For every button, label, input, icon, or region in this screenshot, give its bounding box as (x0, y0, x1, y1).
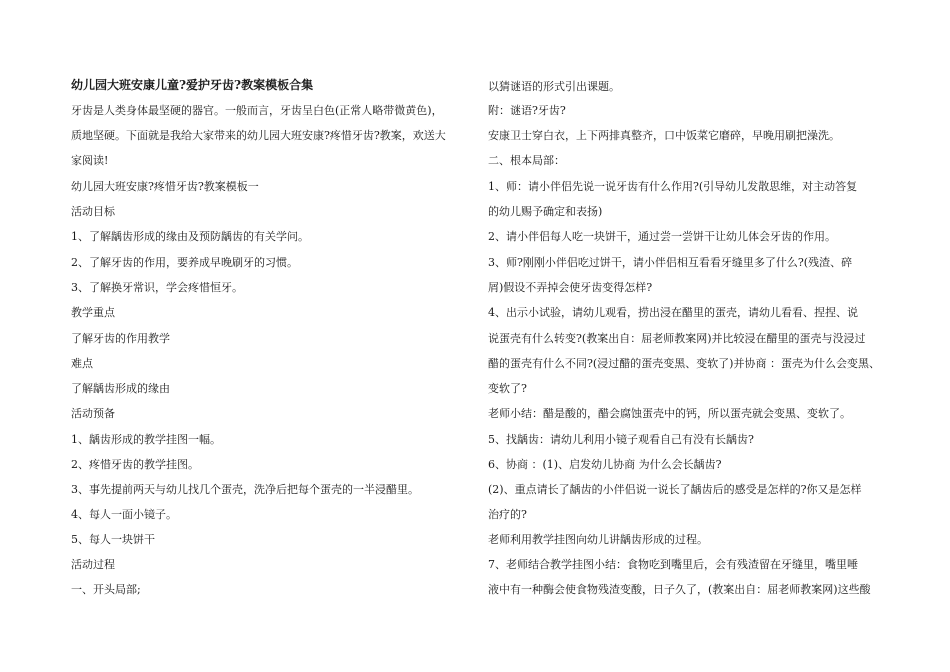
right-text-line: 7、老师结合教学挂图小结：食物吃到嘴里后，会有残渣留在牙缝里，嘴里唾 (488, 558, 858, 571)
right-text-line: 2、请小伴侣每人吃一块饼干，通过尝一尝饼干让幼儿体会牙齿的作用。 (488, 230, 836, 243)
left-text-line: 活动预备 (71, 407, 115, 420)
left-text-line: 一、开头局部; (71, 583, 141, 596)
document-title: 幼儿园大班安康儿童?爱护牙齿?教案模板合集 (71, 78, 314, 92)
left-text-line: 家阅读! (71, 154, 109, 167)
right-text-line: 治疗的? (488, 508, 527, 521)
right-text-line: 以猜谜语的形式引出课题。 (488, 80, 620, 93)
left-text-line: 1、了解龋齿形成的缘由及预防龋齿的有关学问。 (71, 230, 309, 243)
right-text-line: 4、出示小试验，请幼儿观看，捞出浸在醋里的蛋壳，请幼儿看看、捏捏、说 (488, 306, 858, 319)
left-text-line: 牙齿是人类身体最坚硬的器官。一般而言，牙齿呈白色(正常人略带微黄色)， (71, 104, 443, 117)
right-text-line: 二、根本局部： (488, 154, 565, 167)
left-text-line: 2、疼惜牙齿的教学挂图。 (71, 458, 199, 471)
right-text-line: 变软了? (488, 382, 527, 395)
left-text-line: 1、龋齿形成的教学挂图一幅。 (71, 433, 221, 446)
left-text-line: 质地坚硬。下面就是我给大家带来的幼儿园大班安康?疼惜牙齿?教案，欢送大 (71, 129, 446, 142)
right-text-line: 液中有一种酶会使食物残渣变酸，日子久了，(教案出自：屈老师教案网)这些酸 (488, 583, 871, 596)
left-text-line: 活动目标 (71, 205, 115, 218)
left-text-line: 4、每人一面小镜子。 (71, 508, 177, 521)
left-text-line: 3、事先提前两天与幼儿找几个蛋壳，洗净后把每个蛋壳的一半浸醋里。 (71, 483, 419, 496)
left-text-line: 5、每人一块饼干 (71, 533, 155, 546)
left-text-line: 教学重点 (71, 306, 115, 319)
right-text-line: 6、协商 ：(1)、启发幼儿协商 为什么会长龋齿? (488, 458, 722, 471)
left-text-line: 3、了解换牙常识，学会疼惜恒牙。 (71, 281, 243, 294)
right-text-line: 5、找龋齿：请幼儿利用小镜子观看自己有没有长龋齿? (488, 433, 754, 446)
left-text-line: 2、了解牙齿的作用，要养成早晚刷牙的习惯。 (71, 256, 298, 269)
right-text-line: 3、师?刚刚小伴侣吃过饼干，请小伴侣相互看看牙缝里多了什么?(残渣、碎 (488, 256, 853, 269)
right-text-line: 1、师：请小伴侣先说一说牙齿有什么作用?(引导幼儿发散思维，对主动答复 (488, 180, 858, 193)
right-text-line: 安康卫士穿白衣，上下两排真整齐，口中饭菜它磨碎，早晚用刷把澡洗。 (488, 129, 840, 142)
right-text-line: 说蛋壳有什么转变?(教案出自：屈老师教案网)并比较浸在醋里的蛋壳与没浸过 (488, 332, 866, 345)
right-text-line: 老师小结：醋是酸的，醋会腐蚀蛋壳中的钙，所以蛋壳就会变黑、变软了。 (488, 407, 851, 420)
right-text-line: 屑)假设不弄掉会使牙齿变得怎样? (488, 281, 653, 294)
right-text-line: 的幼儿赐予确定和表扬) (488, 205, 603, 218)
right-text-line: 醋的蛋壳有什么不同?(浸过醋的蛋壳变黑、变软了)并协商 ：蛋壳为什么会变黑、 (488, 357, 880, 370)
left-text-line: 难点 (71, 357, 93, 370)
left-text-line: 了解牙齿的作用教学 (71, 332, 170, 345)
right-text-line: (2)、重点请长了龋齿的小伴侣说一说长了龋齿后的感受是怎样的?你又是怎样 (488, 483, 862, 496)
left-text-line: 活动过程 (71, 558, 115, 571)
left-text-line: 幼儿园大班安康?疼惜牙齿?教案模板一 (71, 180, 259, 193)
left-text-line: 了解龋齿形成的缘由 (71, 382, 170, 395)
right-text-line: 老师利用教学挂图向幼儿讲龋齿形成的过程。 (488, 533, 708, 546)
right-text-line: 附：谜语?牙齿? (488, 104, 566, 117)
